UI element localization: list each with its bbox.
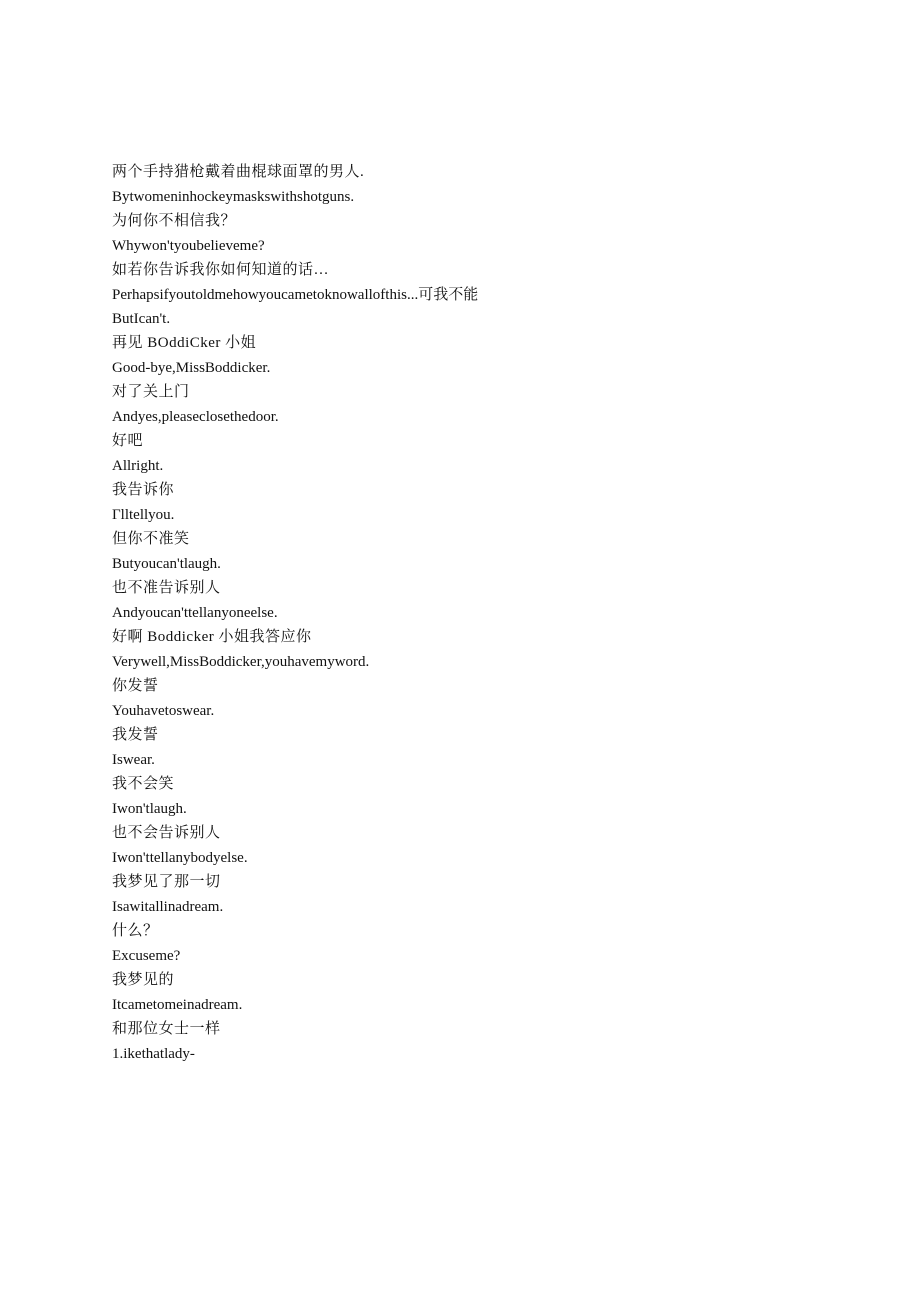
chinese-subtitle-line: 对了关上门 [112, 384, 190, 400]
chinese-subtitle-line: 我告诉你 [112, 482, 175, 498]
english-subtitle-line: ButIcan't. [112, 311, 171, 327]
english-subtitle-line: Excuseme? [112, 948, 181, 964]
english-subtitle-line: Good-bye,MissBoddicker. [112, 360, 271, 376]
chinese-subtitle-line: 如若你告诉我你如何知道的话… [112, 262, 330, 278]
chinese-subtitle-line: 和那位女士一样 [112, 1021, 221, 1037]
chinese-subtitle-line: 我梦见了那一切 [112, 874, 221, 890]
chinese-subtitle-line: 好啊 Boddicker 小姐我答应你 [112, 629, 312, 645]
english-subtitle-line: Isawitallinadream. [112, 899, 224, 915]
english-subtitle-line: Bytwomeninhockeymaskswithshotguns. [112, 189, 355, 205]
chinese-subtitle-line: 我梦见的 [112, 972, 175, 988]
chinese-subtitle-line: 什么？ [112, 923, 159, 939]
english-subtitle-line: Γlltellyou. [112, 507, 175, 523]
english-subtitle-line: Whywon'tyoubelieveme? [112, 238, 265, 254]
chinese-subtitle-line: 我发誓 [112, 727, 159, 743]
chinese-subtitle-line: 我不会笑 [112, 776, 175, 792]
english-subtitle-line: Itcametomeinadream. [112, 997, 243, 1013]
english-subtitle-line: Verywell,MissBoddicker,youhavemyword. [112, 654, 370, 670]
english-subtitle-line: Perhapsifyoutoldmehowyoucametoknowallofthis...可我不能 [112, 287, 479, 303]
english-subtitle-line: Andyoucan'ttellanyoneelse. [112, 605, 278, 621]
chinese-subtitle-line: 为何你不相信我？ [112, 213, 237, 229]
chinese-subtitle-line: 两个手持猎枪戴着曲棍球面罩的男人. [112, 164, 365, 180]
english-subtitle-line: Youhavetoswear. [112, 703, 215, 719]
subtitle-lines [112, 162, 872, 1068]
chinese-subtitle-line: 你发誓 [112, 678, 159, 694]
chinese-subtitle-line: 再见 BOddiCker 小姐 [112, 335, 257, 351]
english-subtitle-line: Butyoucan'tlaugh. [112, 556, 221, 572]
english-subtitle-line: Iwon'ttellanybodyelse. [112, 850, 248, 866]
english-subtitle-line: 1.ikethatlady- [112, 1046, 195, 1062]
english-subtitle-line: Iswear. [112, 752, 155, 768]
chinese-subtitle-line: 但你不准笑 [112, 531, 190, 547]
chinese-subtitle-line: 好吧 [112, 433, 144, 449]
english-subtitle-line: Allright. [112, 458, 164, 474]
english-subtitle-line: Andyes,pleaseclosethedoor. [112, 409, 279, 425]
chinese-subtitle-line: 也不会告诉别人 [112, 825, 221, 841]
english-subtitle-line: Iwon'tlaugh. [112, 801, 187, 817]
chinese-subtitle-line: 也不准告诉别人 [112, 580, 221, 596]
